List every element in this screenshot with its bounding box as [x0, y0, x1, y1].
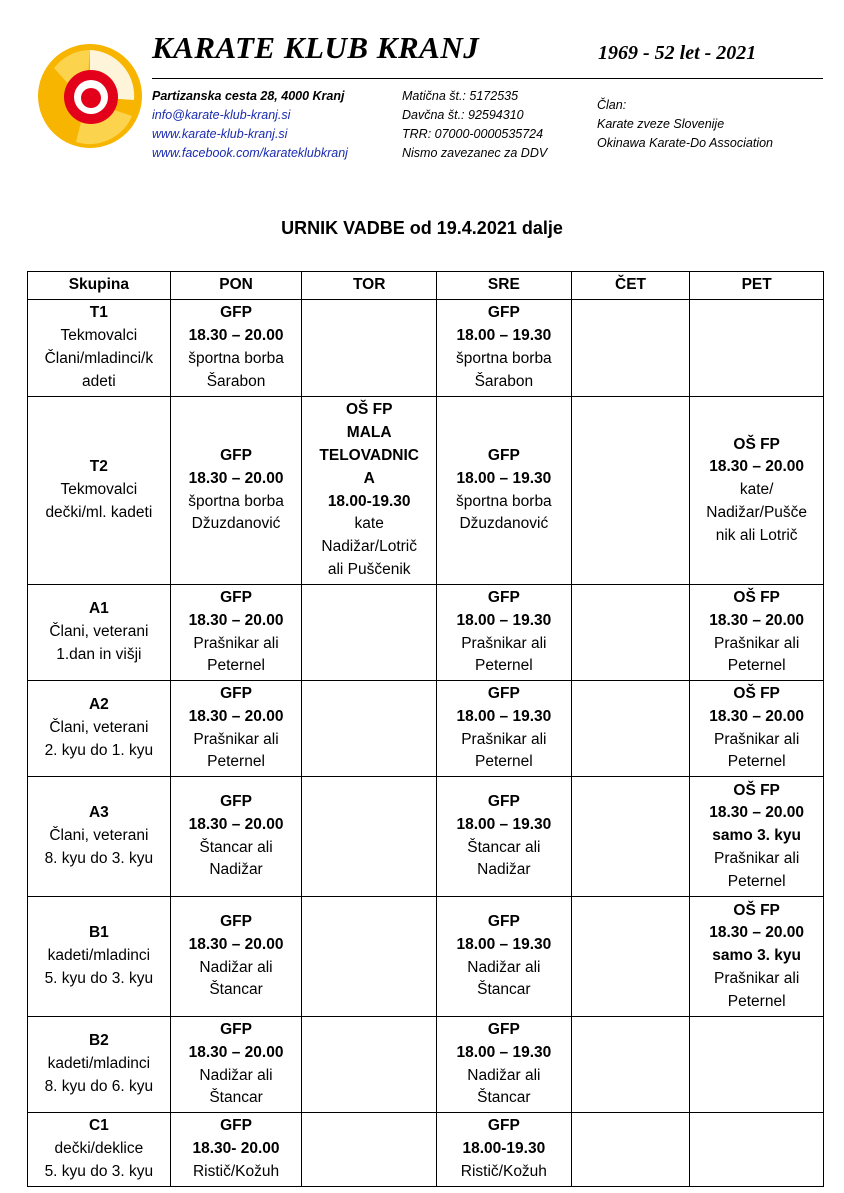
schedule-cell-sre — [437, 897, 572, 1017]
group-description: Člani, veterani — [49, 623, 149, 641]
group-description: adeti — [82, 372, 116, 390]
schedule-cell-cet — [571, 397, 690, 585]
col-header-sre: SRE — [437, 272, 572, 300]
training-location: OŠ FP — [733, 435, 780, 453]
training-time: 18.00 – 19.30 — [456, 327, 552, 345]
training-time: 18.30 – 20.00 — [188, 815, 284, 833]
schedule-cell-tor — [302, 585, 437, 681]
email-link[interactable]: info@karate-klub-kranj.si — [152, 108, 291, 122]
davcna-number: Davčna št.: 92594310 — [402, 108, 524, 122]
group-description: 2. kyu do 1. kyu — [44, 741, 154, 759]
table-row — [28, 300, 824, 397]
schedule-cell-pet — [690, 1017, 824, 1113]
schedule-cell-pet — [690, 897, 824, 1017]
training-detail: Šarabon — [474, 372, 534, 390]
table-row — [28, 681, 824, 777]
address-block — [152, 87, 348, 163]
group-code: A3 — [88, 804, 109, 822]
training-location: OŠ FP — [345, 401, 393, 419]
schedule-cell-pet — [690, 1113, 824, 1187]
training-time: 18.30 – 20.00 — [709, 611, 805, 629]
training-time: 18.00 – 19.30 — [456, 469, 552, 487]
group-description: kadeti/mladinci — [47, 947, 151, 965]
schedule-cell-cet — [571, 777, 690, 897]
group-cell — [28, 300, 171, 397]
training-time: 18.00 – 19.30 — [456, 707, 552, 725]
training-detail: Nadižar/Pušče — [706, 503, 808, 521]
training-time: 18.00 – 19.30 — [456, 935, 552, 953]
training-location: GFP — [220, 446, 252, 464]
training-time: 18.30 – 20.00 — [188, 1043, 284, 1061]
training-detail: športna borba — [188, 492, 284, 510]
member-org-1: Karate zveze Slovenije — [597, 117, 725, 131]
group-code: T2 — [89, 458, 108, 476]
schedule-cell-sre — [437, 397, 572, 585]
schedule-table — [27, 271, 824, 1187]
ddv-note: Nismo zavezanec za DDV — [402, 146, 548, 160]
training-detail: športna borba — [456, 492, 552, 510]
training-detail: Peternel — [727, 657, 786, 675]
training-detail: Peternel — [727, 872, 786, 890]
table-row — [28, 585, 824, 681]
training-detail: Peternel — [475, 753, 533, 771]
training-location: GFP — [220, 588, 252, 606]
document-title: URNIK VADBE od 19.4.2021 dalje — [281, 218, 563, 238]
training-time: A — [363, 469, 375, 487]
training-location: GFP — [220, 792, 252, 810]
schedule-cell-cet — [571, 1113, 690, 1187]
group-code: C1 — [88, 1117, 109, 1135]
group-cell — [28, 681, 171, 777]
group-code: T1 — [89, 304, 108, 322]
table-row — [28, 897, 824, 1017]
training-location: GFP — [487, 1020, 520, 1038]
training-time: 18.00 – 19.30 — [456, 815, 552, 833]
col-header-cet: ČET — [571, 272, 690, 300]
schedule-cell-sre — [437, 681, 572, 777]
col-header-tor: TOR — [302, 272, 437, 300]
schedule-cell-pon — [170, 897, 302, 1017]
training-detail: Peternel — [207, 657, 265, 675]
schedule-cell-pon — [170, 681, 302, 777]
training-detail: Nadižar — [477, 861, 531, 879]
schedule-cell-pet — [690, 397, 824, 585]
training-detail: Nadižar ali — [467, 1066, 541, 1084]
schedule-cell-tor — [302, 397, 437, 585]
training-detail: Nadižar ali — [199, 1066, 273, 1084]
training-time: samo 3. kyu — [712, 827, 802, 845]
training-location: OŠ FP — [733, 684, 780, 702]
group-description: 1.dan in višji — [56, 645, 142, 663]
training-time: 18.30 – 20.00 — [709, 804, 805, 822]
training-location: GFP — [220, 1020, 252, 1038]
group-code: A2 — [88, 696, 109, 714]
training-detail: ali Puščenik — [327, 560, 411, 578]
schedule-cell-sre — [437, 1113, 572, 1187]
schedule-cell-sre — [437, 300, 572, 397]
group-cell — [28, 777, 171, 897]
table-row — [28, 777, 824, 897]
group-description: 5. kyu do 3. kyu — [44, 969, 154, 987]
group-description: Tekmovalci — [60, 327, 138, 345]
group-description: 5. kyu do 3. kyu — [44, 1162, 154, 1180]
schedule-cell-cet — [571, 300, 690, 397]
training-location: OŠ FP — [733, 781, 780, 799]
group-description: dečki/deklice — [54, 1140, 144, 1158]
training-time: 18.30 – 20.00 — [188, 707, 284, 725]
training-time: 18.00 – 19.30 — [456, 1043, 552, 1061]
training-time: 18.30 – 20.00 — [709, 458, 805, 476]
group-description: 8. kyu do 3. kyu — [44, 849, 154, 867]
group-description: 8. kyu do 6. kyu — [44, 1077, 154, 1095]
club-logo — [36, 42, 144, 150]
club-years: 1969 - 52 let - 2021 — [598, 42, 757, 64]
training-time: 18.30- 20.00 — [192, 1140, 280, 1158]
schedule-cell-pet — [690, 777, 824, 897]
training-detail: Peternel — [475, 657, 533, 675]
training-location: GFP — [487, 912, 520, 930]
schedule-cell-cet — [571, 897, 690, 1017]
training-detail: Prašnikar ali — [714, 730, 800, 748]
training-location: GFP — [220, 1117, 252, 1135]
training-time: 18.30 – 20.00 — [188, 469, 284, 487]
col-header-skupina: Skupina — [28, 272, 171, 300]
training-time: 18.30 – 20.00 — [188, 611, 284, 629]
training-location: OŠ FP — [733, 901, 780, 919]
group-cell — [28, 897, 171, 1017]
training-detail: Šarabon — [206, 372, 266, 390]
training-detail: Peternel — [727, 753, 786, 771]
training-time: samo 3. kyu — [712, 947, 802, 965]
schedule-cell-sre — [437, 1017, 572, 1113]
training-detail: Štancar ali — [467, 838, 541, 856]
club-name: KARATE KLUB KRANJ — [152, 30, 480, 65]
header-divider — [152, 78, 823, 79]
training-time: 18.00 – 19.30 — [456, 611, 552, 629]
group-description: Tekmovalci — [60, 481, 138, 499]
training-detail: Prašnikar ali — [193, 730, 279, 748]
training-detail: Prašnikar ali — [714, 849, 800, 867]
group-code: A1 — [88, 600, 109, 618]
membership-block — [597, 96, 773, 153]
schedule-cell-tor — [302, 1113, 437, 1187]
training-location: GFP — [487, 588, 520, 606]
schedule-cell-cet — [571, 1017, 690, 1113]
training-detail: Prašnikar ali — [461, 730, 547, 748]
training-detail: Štancar — [477, 981, 531, 999]
schedule-cell-pon — [170, 1113, 302, 1187]
training-detail: športna borba — [456, 350, 552, 367]
training-detail: Štancar — [209, 981, 263, 999]
schedule-cell-cet — [571, 681, 690, 777]
training-detail: Nadižar ali — [199, 958, 273, 976]
schedule-cell-cet — [571, 585, 690, 681]
training-location: GFP — [220, 304, 252, 322]
training-location: GFP — [487, 684, 520, 702]
training-detail: Štancar — [209, 1089, 263, 1107]
table-row — [28, 1017, 824, 1113]
group-cell — [28, 1017, 171, 1113]
training-location: GFP — [487, 792, 520, 810]
schedule-cell-tor — [302, 300, 437, 397]
group-code: B2 — [88, 1032, 109, 1050]
group-cell — [28, 1113, 171, 1187]
training-detail: Ristič/Kožuh — [192, 1162, 280, 1180]
training-time: 18.30 – 20.00 — [188, 327, 284, 345]
training-time: TELOVADNIC — [319, 446, 419, 464]
training-time: 18.30 – 20.00 — [709, 707, 805, 725]
group-cell — [28, 585, 171, 681]
table-row — [28, 397, 824, 585]
schedule-cell-tor — [302, 1017, 437, 1113]
training-detail: Štancar — [477, 1089, 531, 1107]
schedule-cell-pet — [690, 681, 824, 777]
schedule-cell-pon — [170, 397, 302, 585]
training-detail: Prašnikar ali — [461, 634, 547, 652]
group-cell — [28, 397, 171, 585]
training-location: GFP — [487, 446, 520, 464]
club-address: Partizanska cesta 28, 4000 Kranj — [152, 89, 345, 103]
training-detail: Štancar ali — [199, 838, 273, 856]
group-description: Člani/mladinci/k — [44, 350, 154, 367]
training-detail: Prašnikar ali — [714, 634, 800, 652]
table-row — [28, 1113, 824, 1187]
training-detail: Ristič/Kožuh — [460, 1162, 547, 1180]
training-detail: Peternel — [207, 753, 265, 771]
group-description: Člani, veterani — [49, 827, 149, 845]
training-detail: Prašnikar ali — [193, 634, 279, 652]
schedule-cell-pon — [170, 777, 302, 897]
schedule-cell-tor — [302, 897, 437, 1017]
training-time: 18.00-19.30 — [327, 492, 411, 510]
training-time: 18.30 – 20.00 — [709, 924, 805, 942]
schedule-cell-pet — [690, 585, 824, 681]
member-label: Član: — [597, 98, 627, 112]
training-detail: Nadižar ali — [467, 958, 541, 976]
schedule-cell-pon — [170, 585, 302, 681]
group-description: dečki/ml. kadeti — [45, 503, 153, 521]
training-detail: Džuzdanović — [191, 515, 281, 533]
website-link[interactable]: www.karate-klub-kranj.si — [152, 127, 288, 141]
schedule-cell-tor — [302, 681, 437, 777]
member-org-2: Okinawa Karate-Do Association — [597, 136, 774, 150]
schedule-body — [28, 300, 824, 1187]
schedule-cell-pon — [170, 1017, 302, 1113]
group-description: kadeti/mladinci — [47, 1055, 151, 1073]
col-header-pet: PET — [690, 272, 824, 300]
registration-block — [402, 87, 547, 163]
training-time: 18.30 – 20.00 — [188, 935, 284, 953]
training-location: GFP — [487, 1117, 520, 1135]
training-location: GFP — [220, 684, 252, 702]
training-detail: kate/ — [739, 481, 774, 499]
training-detail: nik ali Lotrič — [715, 526, 798, 544]
trr-number: TRR: 07000-0000535724 — [402, 127, 544, 141]
schedule-cell-pet — [690, 300, 824, 397]
training-location: OŠ FP — [733, 588, 780, 606]
training-location: GFP — [220, 912, 252, 930]
maticna-number: Matična št.: 5172535 — [402, 89, 519, 103]
table-header-row — [28, 272, 824, 300]
training-time: MALA — [346, 424, 392, 442]
training-detail: športna borba — [188, 350, 284, 367]
training-detail: Džuzdanović — [459, 515, 549, 533]
training-time: 18.00-19.30 — [462, 1140, 546, 1158]
schedule-cell-tor — [302, 777, 437, 897]
col-header-pon: PON — [170, 272, 302, 300]
group-description: Člani, veterani — [49, 719, 149, 737]
schedule-cell-pon — [170, 300, 302, 397]
training-detail: Peternel — [727, 992, 786, 1010]
training-detail: Nadižar/Lotrič — [321, 538, 417, 556]
training-detail: Prašnikar ali — [714, 969, 800, 987]
facebook-link[interactable]: www.facebook.com/karateklubkranj — [152, 146, 348, 160]
training-detail: kate — [354, 515, 384, 533]
group-code: B1 — [88, 924, 109, 942]
schedule-cell-sre — [437, 585, 572, 681]
training-location: GFP — [487, 304, 520, 322]
training-detail: Nadižar — [209, 861, 263, 879]
schedule-cell-sre — [437, 777, 572, 897]
